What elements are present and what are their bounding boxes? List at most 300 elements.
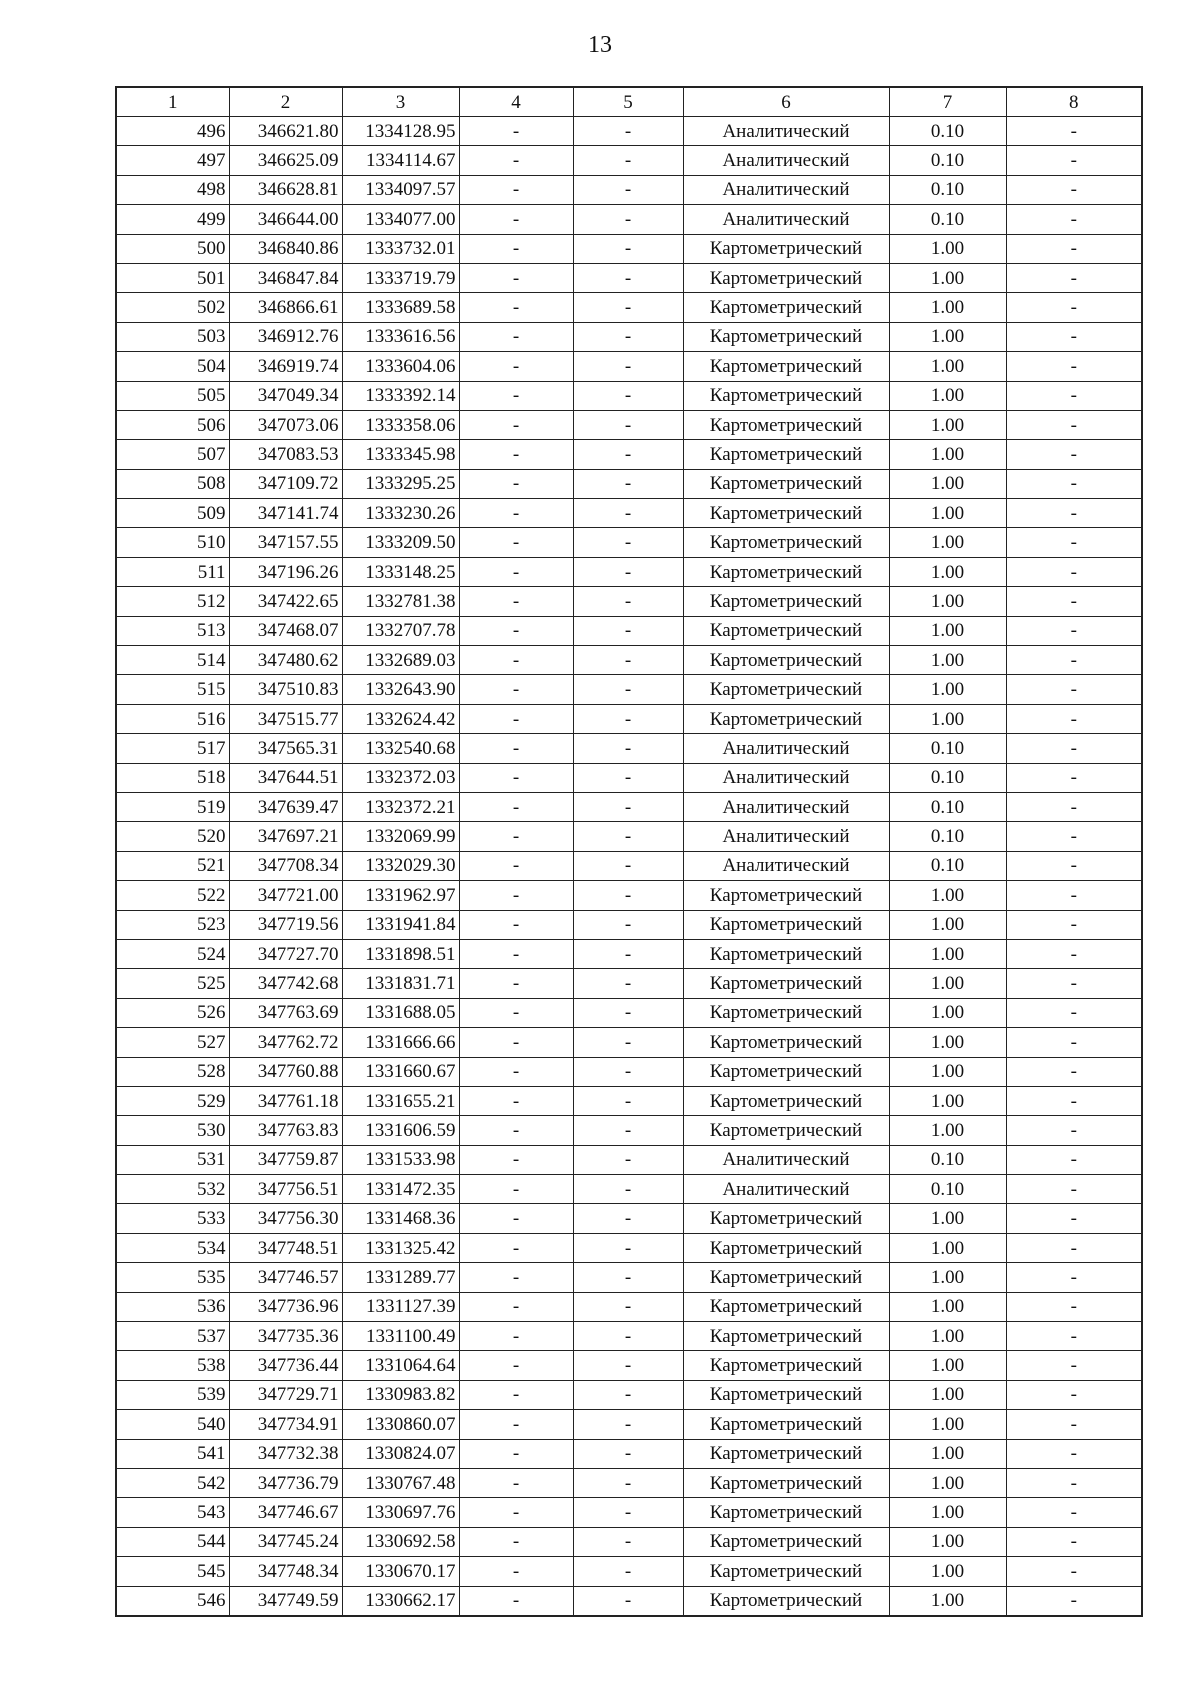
table-cell: 347729.71 (229, 1380, 342, 1409)
table-cell: 1.00 (889, 263, 1006, 292)
table-cell: 347073.06 (229, 410, 342, 439)
table-row (116, 616, 1142, 645)
table-cell: - (1006, 734, 1142, 763)
table-row (116, 1439, 1142, 1468)
table-cell: 347736.44 (229, 1351, 342, 1380)
table-cell: 347746.67 (229, 1498, 342, 1527)
table-cell: Картометрический (683, 352, 889, 381)
table-cell: 346621.80 (229, 117, 342, 146)
table-cell: 1334114.67 (342, 146, 459, 175)
table-cell: Аналитический (683, 175, 889, 204)
table-cell: 1.00 (889, 646, 1006, 675)
table-cell: 1331898.51 (342, 939, 459, 968)
table-cell: 532 (116, 1175, 229, 1204)
table-cell: 347748.34 (229, 1557, 342, 1586)
table-cell: Картометрический (683, 234, 889, 263)
table-cell: 1332707.78 (342, 616, 459, 645)
table-cell: - (459, 234, 573, 263)
table-cell: 347760.88 (229, 1057, 342, 1086)
table-cell: - (1006, 1380, 1142, 1409)
table-row (116, 675, 1142, 704)
table-cell: - (1006, 1557, 1142, 1586)
table-cell: - (459, 998, 573, 1027)
table-cell: - (573, 117, 683, 146)
table-row (116, 557, 1142, 586)
table-cell: - (573, 1586, 683, 1616)
table-cell: - (459, 1116, 573, 1145)
table-row (116, 352, 1142, 381)
table-row (116, 1233, 1142, 1262)
table-cell: 510 (116, 528, 229, 557)
table-cell: - (573, 616, 683, 645)
table-cell: - (573, 1557, 683, 1586)
table-cell: - (459, 263, 573, 292)
table-row (116, 1204, 1142, 1233)
table-cell: - (1006, 1263, 1142, 1292)
table-cell: 1.00 (889, 1557, 1006, 1586)
table-cell: 1.00 (889, 939, 1006, 968)
table-cell: 1.00 (889, 1322, 1006, 1351)
table-cell: 500 (116, 234, 229, 263)
table-cell: 347762.72 (229, 1028, 342, 1057)
table-cell: 1.00 (889, 1116, 1006, 1145)
table-cell: 523 (116, 910, 229, 939)
table-cell: Картометрический (683, 587, 889, 616)
table-cell: - (573, 704, 683, 733)
table-cell: - (459, 146, 573, 175)
table-cell: 346628.81 (229, 175, 342, 204)
table-cell: - (1006, 1233, 1142, 1262)
table-cell: - (459, 1498, 573, 1527)
table-cell: 535 (116, 1263, 229, 1292)
table-cell: 1331962.97 (342, 881, 459, 910)
table-cell: 346840.86 (229, 234, 342, 263)
table-cell: 347763.69 (229, 998, 342, 1027)
table-cell: 1.00 (889, 528, 1006, 557)
table-cell: Картометрический (683, 1292, 889, 1321)
table-cell: - (573, 792, 683, 821)
table-cell: 0.10 (889, 146, 1006, 175)
table-cell: - (573, 1468, 683, 1497)
table-cell: - (573, 205, 683, 234)
table-cell: 1.00 (889, 440, 1006, 469)
table-cell: - (573, 1498, 683, 1527)
table-cell: 1.00 (889, 1292, 1006, 1321)
table-cell: - (459, 1322, 573, 1351)
table-row (116, 851, 1142, 880)
table-cell: - (1006, 1322, 1142, 1351)
table-cell: - (573, 499, 683, 528)
table-cell: 1.00 (889, 587, 1006, 616)
table-cell: Картометрический (683, 1527, 889, 1556)
table-cell: - (573, 881, 683, 910)
table-cell: 1.00 (889, 969, 1006, 998)
table-cell: - (573, 969, 683, 998)
table-cell: 0.10 (889, 117, 1006, 146)
table-cell: - (1006, 1204, 1142, 1233)
table-row (116, 1410, 1142, 1439)
table-cell: 1330662.17 (342, 1586, 459, 1616)
table-cell: 347157.55 (229, 528, 342, 557)
table-cell: - (1006, 234, 1142, 263)
table-cell: - (1006, 352, 1142, 381)
table-cell: 1.00 (889, 499, 1006, 528)
table-row (116, 1145, 1142, 1174)
table-cell: 1.00 (889, 293, 1006, 322)
table-cell: - (1006, 939, 1142, 968)
table-cell: - (573, 322, 683, 351)
table-cell: 1.00 (889, 1468, 1006, 1497)
table-cell: 525 (116, 969, 229, 998)
table-cell: 1.00 (889, 910, 1006, 939)
table-cell: 515 (116, 675, 229, 704)
table-row (116, 822, 1142, 851)
table-cell: - (459, 1468, 573, 1497)
table-row (116, 469, 1142, 498)
coordinates-table (115, 86, 1143, 1617)
table-cell: Аналитический (683, 734, 889, 763)
table-cell: Картометрический (683, 1322, 889, 1351)
table-cell: Картометрический (683, 1351, 889, 1380)
table-cell: 1.00 (889, 410, 1006, 439)
table-cell: - (459, 616, 573, 645)
table-cell: Картометрический (683, 1468, 889, 1497)
table-cell: 1331688.05 (342, 998, 459, 1027)
table-cell: - (459, 1586, 573, 1616)
table-row (116, 1586, 1142, 1616)
table-cell: 540 (116, 1410, 229, 1439)
table-cell: 504 (116, 352, 229, 381)
table-cell: 1331831.71 (342, 969, 459, 998)
table-cell: 511 (116, 557, 229, 586)
table-row (116, 1116, 1142, 1145)
table-cell: 1331941.84 (342, 910, 459, 939)
table-cell: 1.00 (889, 616, 1006, 645)
table-cell: 1.00 (889, 234, 1006, 263)
table-cell: 347083.53 (229, 440, 342, 469)
table-cell: 531 (116, 1145, 229, 1174)
table-cell: - (573, 646, 683, 675)
table-row (116, 175, 1142, 204)
table-cell: 1331468.36 (342, 1204, 459, 1233)
table-cell: - (1006, 881, 1142, 910)
table-cell: 1334077.00 (342, 205, 459, 234)
table-cell: 1331533.98 (342, 1145, 459, 1174)
table-row (116, 263, 1142, 292)
table-cell: 347749.59 (229, 1586, 342, 1616)
table-cell: Аналитический (683, 205, 889, 234)
table-cell: 1331325.42 (342, 1233, 459, 1262)
table-cell: - (1006, 528, 1142, 557)
table-cell: 1332069.99 (342, 822, 459, 851)
table-cell: 347719.56 (229, 910, 342, 939)
table-row (116, 528, 1142, 557)
table-cell: - (1006, 616, 1142, 645)
table-cell: Аналитический (683, 1145, 889, 1174)
table-cell: - (459, 1145, 573, 1174)
table-cell: - (459, 117, 573, 146)
table-cell: 517 (116, 734, 229, 763)
table-cell: 1331064.64 (342, 1351, 459, 1380)
table-cell: 1332624.42 (342, 704, 459, 733)
table-cell: - (573, 1292, 683, 1321)
table-cell: 1.00 (889, 1204, 1006, 1233)
table-row (116, 234, 1142, 263)
table-cell: 1.00 (889, 1263, 1006, 1292)
table-cell: 1333732.01 (342, 234, 459, 263)
table-row (116, 763, 1142, 792)
table-cell: 346625.09 (229, 146, 342, 175)
table-cell: - (573, 352, 683, 381)
table-cell: - (573, 1028, 683, 1057)
table-row (116, 734, 1142, 763)
table-row (116, 1028, 1142, 1057)
table-cell: 0.10 (889, 792, 1006, 821)
table-cell: - (1006, 293, 1142, 322)
table-cell: 1332689.03 (342, 646, 459, 675)
table-cell: 347644.51 (229, 763, 342, 792)
table-cell: - (459, 1351, 573, 1380)
table-cell: Картометрический (683, 998, 889, 1027)
table-cell: - (1006, 1527, 1142, 1556)
table-cell: Картометрический (683, 969, 889, 998)
table-cell: - (573, 998, 683, 1027)
table-cell: - (459, 734, 573, 763)
table-cell: 347748.51 (229, 1233, 342, 1262)
table-cell: 1331472.35 (342, 1175, 459, 1204)
table-cell: Картометрический (683, 704, 889, 733)
table-row (116, 1468, 1142, 1497)
table-cell: 1332540.68 (342, 734, 459, 763)
table-cell: 1.00 (889, 1351, 1006, 1380)
table-cell: - (573, 1086, 683, 1115)
table-cell: 1334097.57 (342, 175, 459, 204)
table-cell: 1331289.77 (342, 1263, 459, 1292)
table-cell: - (459, 1292, 573, 1321)
table-cell: - (1006, 910, 1142, 939)
table-cell: 542 (116, 1468, 229, 1497)
table-cell: - (1006, 557, 1142, 586)
table-row (116, 1263, 1142, 1292)
table-cell: 347109.72 (229, 469, 342, 498)
table-cell: Аналитический (683, 146, 889, 175)
table-row (116, 146, 1142, 175)
table-cell: - (459, 792, 573, 821)
page-number: 13 (588, 32, 612, 58)
table-cell: - (459, 1380, 573, 1409)
table-cell: 347745.24 (229, 1527, 342, 1556)
table-cell: - (1006, 587, 1142, 616)
column-header: 1 (116, 87, 229, 117)
table-cell: 0.10 (889, 763, 1006, 792)
table-cell: - (573, 381, 683, 410)
table-cell: - (459, 352, 573, 381)
table-cell: - (459, 1410, 573, 1439)
table-cell: 1330670.17 (342, 1557, 459, 1586)
table-cell: - (1006, 263, 1142, 292)
table-cell: 522 (116, 881, 229, 910)
table-row (116, 969, 1142, 998)
table-cell: 0.10 (889, 822, 1006, 851)
column-header: 7 (889, 87, 1006, 117)
table-cell: 347515.77 (229, 704, 342, 733)
table-row (116, 1175, 1142, 1204)
table-cell: 346919.74 (229, 352, 342, 381)
table-cell: 347746.57 (229, 1263, 342, 1292)
table-cell: 347141.74 (229, 499, 342, 528)
table-row (116, 587, 1142, 616)
table-cell: - (459, 381, 573, 410)
table-cell: Картометрический (683, 939, 889, 968)
table-cell: 1.00 (889, 1086, 1006, 1115)
table-cell: - (573, 1057, 683, 1086)
table-row (116, 293, 1142, 322)
table-cell: 509 (116, 499, 229, 528)
table-cell: 1333345.98 (342, 440, 459, 469)
table-cell: 347761.18 (229, 1086, 342, 1115)
table-cell: 1333392.14 (342, 381, 459, 410)
table-cell: 507 (116, 440, 229, 469)
table-cell: - (573, 234, 683, 263)
table-cell: 541 (116, 1439, 229, 1468)
table-cell: Картометрический (683, 381, 889, 410)
table-cell: 1.00 (889, 322, 1006, 351)
table-cell: - (573, 1263, 683, 1292)
table-cell: 496 (116, 117, 229, 146)
table-row (116, 704, 1142, 733)
table-cell: - (573, 587, 683, 616)
table-cell: 347196.26 (229, 557, 342, 586)
table-cell: 1.00 (889, 1586, 1006, 1616)
table-row (116, 1527, 1142, 1556)
table-row (116, 1322, 1142, 1351)
table-cell: - (1006, 1116, 1142, 1145)
table-cell: 1.00 (889, 1380, 1006, 1409)
table-cell: - (459, 440, 573, 469)
table-cell: - (573, 851, 683, 880)
table-cell: - (573, 557, 683, 586)
table-cell: - (573, 1351, 683, 1380)
table-cell: - (459, 205, 573, 234)
table-cell: 1333604.06 (342, 352, 459, 381)
table-cell: 1333616.56 (342, 322, 459, 351)
table-cell: - (573, 822, 683, 851)
table-cell: - (573, 263, 683, 292)
table-cell: 347049.34 (229, 381, 342, 410)
column-header: 2 (229, 87, 342, 117)
table-cell: Картометрический (683, 528, 889, 557)
table-cell: 1331127.39 (342, 1292, 459, 1321)
table-cell: - (573, 734, 683, 763)
table-row (116, 410, 1142, 439)
table-cell: - (459, 587, 573, 616)
table-cell: 537 (116, 1322, 229, 1351)
table-cell: Картометрический (683, 322, 889, 351)
table-cell: - (1006, 1175, 1142, 1204)
table-cell: Картометрический (683, 910, 889, 939)
table-cell: Картометрический (683, 499, 889, 528)
table-cell: 519 (116, 792, 229, 821)
table-cell: 347734.91 (229, 1410, 342, 1439)
table-cell: - (1006, 646, 1142, 675)
table-cell: 1334128.95 (342, 117, 459, 146)
table-cell: - (1006, 1028, 1142, 1057)
table-cell: - (1006, 1439, 1142, 1468)
table-cell: 1330697.76 (342, 1498, 459, 1527)
table-cell: 1331655.21 (342, 1086, 459, 1115)
table-row (116, 1498, 1142, 1527)
table-cell: - (459, 1439, 573, 1468)
table-row (116, 646, 1142, 675)
table-cell: 1330860.07 (342, 1410, 459, 1439)
table-cell: 1333358.06 (342, 410, 459, 439)
table-cell: - (1006, 969, 1142, 998)
table-cell: 1.00 (889, 1498, 1006, 1527)
table-cell: 503 (116, 322, 229, 351)
table-cell: 529 (116, 1086, 229, 1115)
table-cell: - (573, 440, 683, 469)
table-cell: - (573, 1233, 683, 1262)
table-cell: Картометрический (683, 440, 889, 469)
table-cell: - (573, 910, 683, 939)
table-cell: 530 (116, 1116, 229, 1145)
table-cell: - (459, 1028, 573, 1057)
table-cell: Картометрический (683, 1057, 889, 1086)
table-cell: 1332372.03 (342, 763, 459, 792)
table-cell: - (573, 1322, 683, 1351)
table-cell: 1.00 (889, 998, 1006, 1027)
table-cell: 497 (116, 146, 229, 175)
table-row (116, 1557, 1142, 1586)
table-cell: Картометрический (683, 616, 889, 645)
table-cell: - (573, 1439, 683, 1468)
table-cell: 347510.83 (229, 675, 342, 704)
table-cell: Картометрический (683, 557, 889, 586)
table-body (116, 117, 1142, 1616)
table-cell: 1332372.21 (342, 792, 459, 821)
table-cell: - (573, 763, 683, 792)
table-cell: - (1006, 499, 1142, 528)
table-cell: 347565.31 (229, 734, 342, 763)
table-cell: 346644.00 (229, 205, 342, 234)
table-cell: Аналитический (683, 117, 889, 146)
table-cell: 1.00 (889, 704, 1006, 733)
table-cell: - (459, 851, 573, 880)
table-cell: Картометрический (683, 1380, 889, 1409)
table-cell: - (459, 1175, 573, 1204)
table-row (116, 792, 1142, 821)
table-cell: 518 (116, 763, 229, 792)
table-cell: 1333209.50 (342, 528, 459, 557)
table-cell: Аналитический (683, 822, 889, 851)
table-cell: 1.00 (889, 352, 1006, 381)
table-cell: 1331100.49 (342, 1322, 459, 1351)
table-cell: - (573, 1380, 683, 1409)
table-cell: 1330983.82 (342, 1380, 459, 1409)
table-cell: 524 (116, 939, 229, 968)
table-cell: 1332781.38 (342, 587, 459, 616)
table-cell: 1.00 (889, 675, 1006, 704)
table-cell: 1333295.25 (342, 469, 459, 498)
table-cell: 534 (116, 1233, 229, 1262)
table-cell: 546 (116, 1586, 229, 1616)
table-cell: 1.00 (889, 1057, 1006, 1086)
table-cell: - (459, 910, 573, 939)
table-cell: Аналитический (683, 851, 889, 880)
table-cell: - (459, 1263, 573, 1292)
table-row (116, 1086, 1142, 1115)
table-cell: - (459, 1557, 573, 1586)
